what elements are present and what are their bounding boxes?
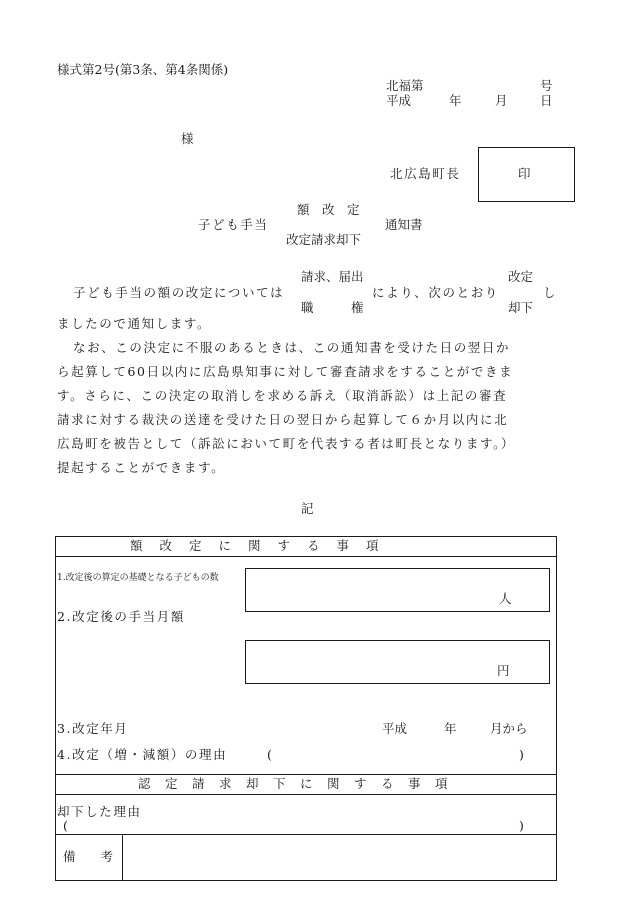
title-upper-option: 額 改 定 [297,202,360,217]
issuer-title: 北広島町長 [390,166,461,181]
item1-label: 1.改定後の算定の基礎となる子どもの数 [57,573,219,583]
item4-label: 4.改定（増・減額）の理由 [57,747,228,762]
notice-line-2: ら起算して60日以内に広島県知事に対して審査請求をすることができま [57,364,514,379]
section1-header: 額改定に関する事項 [130,538,396,553]
item3-label: 3.改定年月 [57,721,129,736]
reject-close-paren: ) [519,818,524,833]
doc-number-prefix: 北福第 [386,78,424,93]
form-number: 様式第2号(第3条、第4条関係) [57,62,229,77]
item3-year: 年 [444,721,457,736]
ki-label: 記 [301,501,314,516]
title-main: 子ども手当 [198,217,269,232]
intro-text-mid: により、次のとおり [372,285,499,300]
item3-month: 月から [490,721,528,736]
intro-result-upper: 改定 [508,269,534,284]
date-era: 平成 [386,93,412,108]
date-day: 日 [540,93,553,108]
intro-lower-options: 職 権 [301,300,364,315]
section2-header: 認定請求却下に関する事項 [138,776,463,791]
addressee-honorific: 様 [181,131,194,146]
item3-era: 平成 [382,721,408,736]
notice-line-6: 提起することができます。 [57,460,226,475]
item1-unit: 人 [499,591,512,606]
intro-result-suffix: し [543,285,556,300]
title-suffix: 通知書 [385,217,423,232]
intro-line2: ましたので通知します。 [57,316,212,331]
section2-top-divider [55,774,557,775]
item2-unit: 円 [497,663,510,678]
reject-open-paren: ( [63,818,68,833]
notice-line-3: す。さらに、この決定の取消しを求める訴え（取消訴訟）は上記の審査 [57,388,508,403]
date-month: 月 [495,93,508,108]
remarks-label: 備 考 [63,849,114,864]
item4-open-paren: ( [267,747,272,762]
intro-text-start: 子ども手当の額の改定については [73,285,285,300]
reject-reason-label: 却下した理由 [57,804,142,819]
section1-header-divider [55,556,557,557]
item2-label: 2.改定後の手当月額 [57,609,185,624]
doc-number-suffix: 号 [540,78,553,93]
notice-line-5: 広島町を被告として（訴訟において町を代表する者は町長となります。） [57,436,516,451]
intro-upper-options: 請求、届出 [301,269,364,284]
remarks-field[interactable] [123,835,556,880]
seal-mark: 印 [518,166,531,181]
title-lower-option: 改定請求却下 [286,232,362,247]
notice-line-1: なお、この決定に不服のあるときは、この通知書を受けた日の翌日か [73,340,511,355]
section2-header-divider [55,794,557,795]
item4-close-paren: ) [519,747,524,762]
notice-line-4: 請求に対する裁決の送達を受けた日の翌日から起算して６か月以内に北 [57,412,509,427]
date-year: 年 [449,93,462,108]
intro-result-lower: 却下 [508,300,534,315]
